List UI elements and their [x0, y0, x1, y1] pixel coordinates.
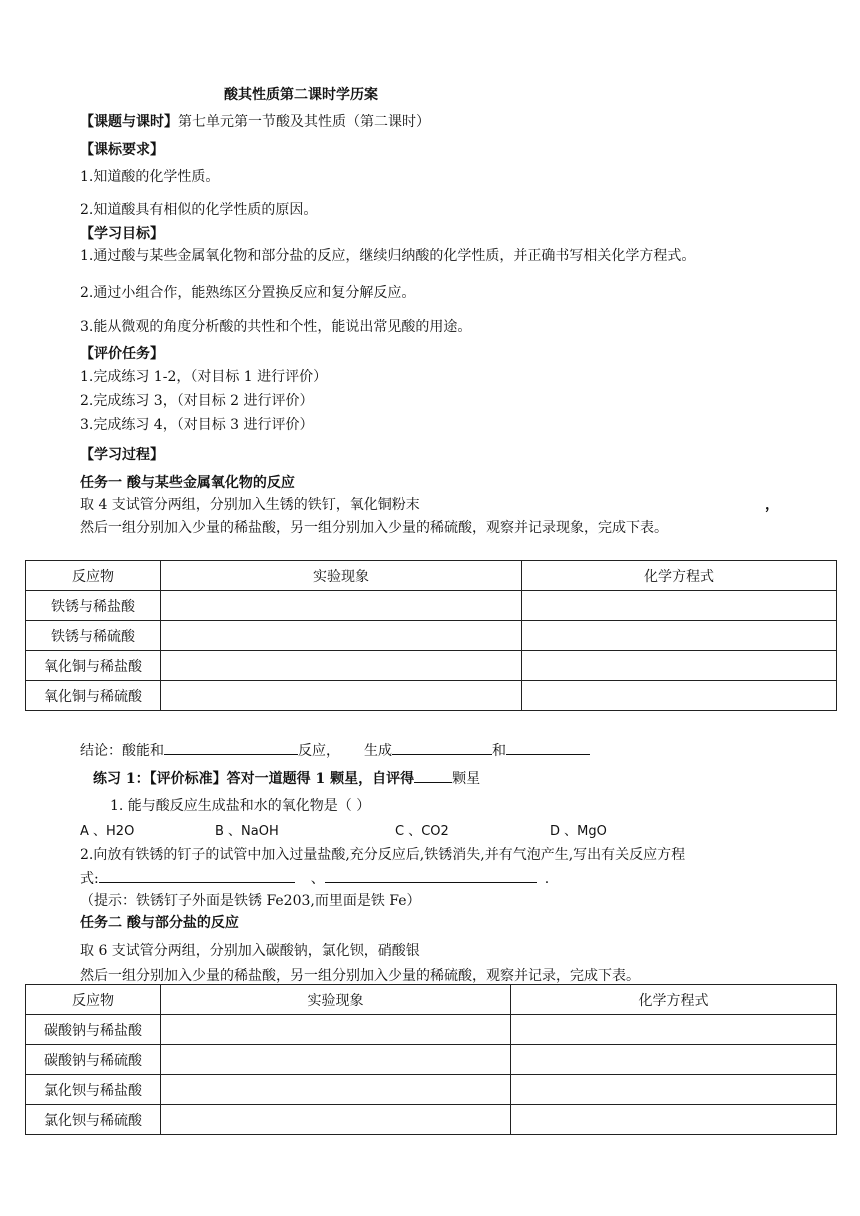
table-header: 化学方程式	[522, 561, 837, 591]
task2-instruction: 取 6 支试管分两组，分别加入碳酸钠，氯化钡，硝酸银	[80, 943, 420, 959]
process-label: 【学习过程】	[80, 447, 164, 463]
table-row	[26, 1045, 837, 1075]
conclusion-gen: 生成	[364, 743, 392, 759]
question-2-hint: （提示：铁锈钉子外面是铁锈 Fe203,而里面是铁 Fe）	[80, 893, 421, 909]
task2-instruction: 然后一组分别加入少量的稀盐酸，另一组分别加入少量的稀硫酸，观察并记录，完成下表。	[80, 968, 640, 984]
goal-item: 2.通过小组合作，能熟练区分置换反应和复分解反应。	[80, 285, 416, 301]
eval-task-item: 3.完成练习 4，（对目标 3 进行评价）	[80, 417, 314, 433]
reactant-cell: 氧化铜与稀盐酸	[26, 651, 161, 681]
question-2: 2.向放有铁锈的钉子的试管中加入过量盐酸,充分反应后,铁锈消失,并有气泡产生,写出有关反应方程	[80, 847, 686, 863]
task1-title: 任务一 酸与某些金属氧化物的反应	[80, 475, 295, 491]
goal-item: 3.能从微观的角度分析酸的共性和个性，能说出常见酸的用途。	[80, 319, 472, 335]
table-row	[26, 681, 837, 711]
task1-instruction: 然后一组分别加入少量的稀盐酸，另一组分别加入少量的稀硫酸，观察并记录现象，完成下表。	[80, 520, 668, 536]
question-1: 1. 能与酸反应生成盐和水的氧化物是（ ）	[110, 798, 371, 814]
equation-cell[interactable]	[511, 1075, 837, 1105]
reactant-cell: 氯化钡与稀盐酸	[26, 1075, 161, 1105]
conclusion-prefix: 结论：酸能和	[80, 743, 164, 759]
table-header: 化学方程式	[511, 985, 837, 1015]
conclusion-and: 和	[492, 743, 506, 759]
table-header: 实验现象	[161, 985, 511, 1015]
equation-blank[interactable]	[325, 868, 537, 883]
phenomenon-cell[interactable]	[161, 1045, 511, 1075]
reactant-cell: 铁锈与稀硫酸	[26, 621, 161, 651]
standards-label: 【课标要求】	[80, 142, 164, 158]
task1-comma: ，	[765, 497, 779, 513]
table-row	[26, 621, 837, 651]
q2-prefix: 式:	[80, 871, 99, 887]
phenomenon-cell[interactable]	[161, 681, 522, 711]
table-row	[26, 1105, 837, 1135]
standard-item: 1.知道酸的化学性质。	[80, 169, 220, 185]
task1-table	[25, 560, 837, 711]
reactant-cell: 氯化钡与稀硫酸	[26, 1105, 161, 1135]
reactant-cell: 碳酸钠与稀硫酸	[26, 1045, 161, 1075]
task2-title: 任务二 酸与部分盐的反应	[80, 915, 239, 931]
reactant-cell: 碳酸钠与稀盐酸	[26, 1015, 161, 1045]
exercise1-label: 练习 1：【评价标准】答对一道题得 1 颗星，自评得	[93, 771, 415, 787]
equation-cell[interactable]	[522, 621, 837, 651]
phenomenon-cell[interactable]	[161, 651, 522, 681]
equation-cell[interactable]	[522, 591, 837, 621]
exercise1-header	[93, 768, 480, 788]
equation-cell[interactable]	[522, 651, 837, 681]
equation-cell[interactable]	[511, 1045, 837, 1075]
table-header: 反应物	[26, 985, 161, 1015]
option-d: D 、MgO	[550, 824, 607, 839]
phenomenon-cell[interactable]	[161, 1105, 511, 1135]
task2-table	[25, 984, 837, 1135]
task1-instruction: 取 4 支试管分两组，分别加入生锈的铁钉，氧化铜粉末	[80, 497, 420, 513]
topic-value: 第七单元第一节酸及其性质（第二课时）	[178, 114, 430, 130]
table-header: 反应物	[26, 561, 161, 591]
eval-task-item: 2.完成练习 3，（对目标 2 进行评价）	[80, 393, 314, 409]
reactant-cell: 氧化铜与稀硫酸	[26, 681, 161, 711]
table-header: 实验现象	[161, 561, 522, 591]
exercise1-suffix: 颗星	[452, 771, 481, 787]
table-header-row	[26, 561, 837, 591]
conclusion-line	[80, 740, 590, 760]
conclusion-blank[interactable]	[164, 740, 298, 755]
page-title: 酸其性质第二课时学历案	[224, 87, 378, 103]
equation-cell[interactable]	[511, 1105, 837, 1135]
goal-item: 1.通过酸与某些金属氧化物和部分盐的反应，继续归纳酸的化学性质，并正确书写相关化学方程式。	[80, 248, 696, 264]
equation-cell[interactable]	[522, 681, 837, 711]
conclusion-mid: 反应，	[298, 743, 340, 759]
table-row	[26, 591, 837, 621]
phenomenon-cell[interactable]	[161, 621, 522, 651]
option-a: A 、H2O	[80, 824, 135, 839]
table-row	[26, 651, 837, 681]
conclusion-blank[interactable]	[506, 740, 590, 755]
table-row	[26, 1015, 837, 1045]
standard-item: 2.知道酸具有相似的化学性质的原因。	[80, 202, 318, 218]
topic-line	[80, 111, 430, 131]
table-row	[26, 1075, 837, 1105]
eval-tasks-label: 【评价任务】	[80, 346, 164, 362]
phenomenon-cell[interactable]	[161, 1075, 511, 1105]
equation-blank[interactable]	[99, 868, 295, 883]
goals-label: 【学习目标】	[80, 226, 164, 242]
reactant-cell: 铁锈与稀盐酸	[26, 591, 161, 621]
star-count-blank[interactable]	[414, 768, 452, 783]
conclusion-blank[interactable]	[392, 740, 492, 755]
option-b: B 、NaOH	[215, 824, 279, 839]
option-c: C 、CO2	[395, 824, 449, 839]
table-header-row	[26, 985, 837, 1015]
phenomenon-cell[interactable]	[161, 591, 522, 621]
topic-label: 【课题与课时】	[80, 114, 178, 130]
q2-sep: 、	[310, 871, 325, 887]
equation-cell[interactable]	[511, 1015, 837, 1045]
question-2-answer-line	[80, 868, 549, 888]
q2-end: .	[544, 871, 550, 887]
phenomenon-cell[interactable]	[161, 1015, 511, 1045]
eval-task-item: 1.完成练习 1-2，（对目标 1 进行评价）	[80, 369, 328, 385]
